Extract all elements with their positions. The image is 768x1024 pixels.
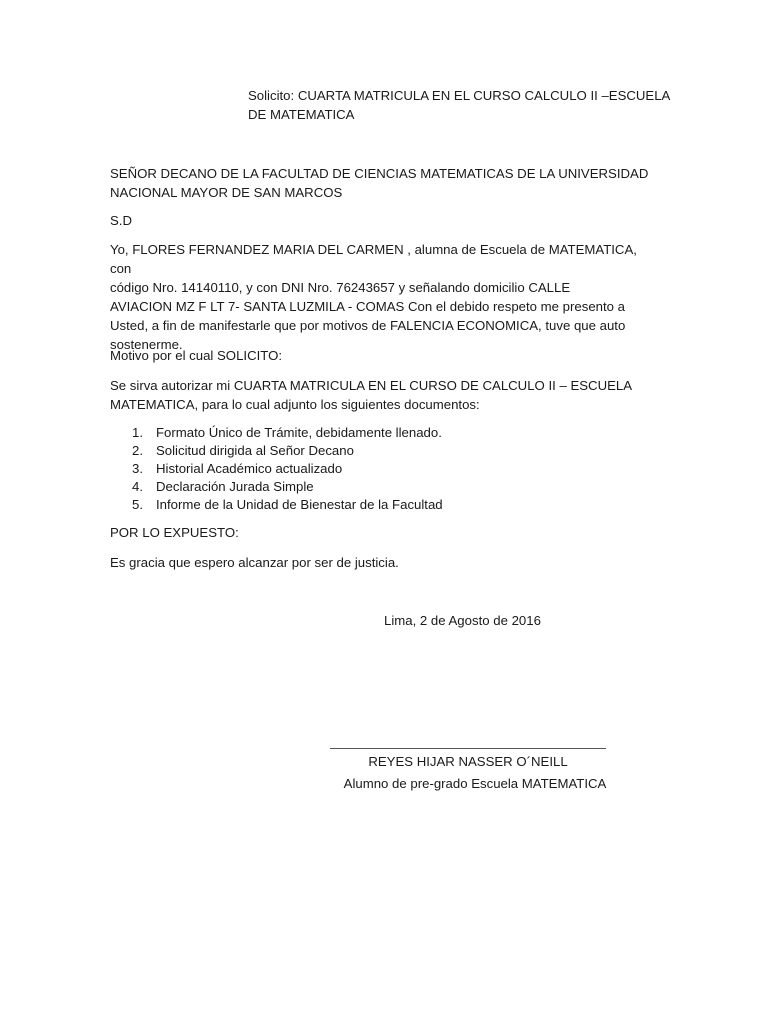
intro-line-4: Usted, a fin de manifestarle que por motivos de FALENCIA ECONOMICA, tuve que auto (110, 318, 626, 333)
list-item-number: 4. (132, 479, 143, 494)
closing-text: Es gracia que espero alcanzar por ser de justicia. (110, 555, 399, 570)
addressee-line-2: NACIONAL MAYOR DE SAN MARCOS (110, 185, 343, 200)
intro-line-2: código Nro. 14140110, y con DNI Nro. 76243657 y señalando domicilio CALLE (110, 280, 571, 295)
intro-line-3: AVIACION MZ F LT 7- SANTA LUZMILA - COMAS Con el debido respeto me presento a (110, 299, 625, 314)
closing-heading: POR LO EXPUESTO: (110, 525, 239, 540)
intro-line-5: sostenerme. (110, 337, 183, 352)
documents-list (110, 424, 630, 514)
list-item-text: Formato Único de Trámite, debidamente llenado. (156, 425, 442, 440)
intro-paragraph (110, 240, 650, 354)
date-line: Lima, 2 de Agosto de 2016 (384, 613, 541, 628)
subject-line-1: Solicito: CUARTA MATRICULA EN EL CURSO CALCULO II –ESCUELA (248, 88, 671, 103)
addressee-block (110, 164, 670, 202)
salutation: S.D (110, 213, 132, 228)
list-item-text: Informe de la Unidad de Bienestar de la Facultad (156, 497, 443, 512)
signature-name: REYES HIJAR NASSER O´NEILL (368, 754, 568, 769)
subject-line-2: DE MATEMATICA (248, 107, 355, 122)
request-line-1: Se sirva autorizar mi CUARTA MATRICULA EN EL CURSO DE CALCULO II – ESCUELA (110, 378, 633, 393)
list-item-number: 1. (132, 425, 143, 440)
list-item (110, 442, 630, 460)
request-paragraph (110, 376, 650, 414)
motive-heading: Motivo por el cual SOLICITO: (110, 348, 282, 363)
list-item (110, 478, 630, 496)
intro-line-1: Yo, FLORES FERNANDEZ MARIA DEL CARMEN , alumna de Escuela de MATEMATICA, con (110, 242, 637, 276)
list-item-text: Solicitud dirigida al Señor Decano (156, 443, 354, 458)
subject-block (248, 86, 678, 124)
list-item-text: Historial Académico actualizado (156, 461, 343, 476)
list-item (110, 424, 630, 442)
request-line-2: MATEMATICA, para lo cual adjunto los siguientes documentos: (110, 397, 480, 412)
list-item-number: 2. (132, 443, 143, 458)
list-item (110, 460, 630, 478)
list-item-number: 5. (132, 497, 143, 512)
list-item-text: Declaración Jurada Simple (156, 479, 314, 494)
addressee-line-1: SEÑOR DECANO DE LA FACULTAD DE CIENCIAS MATEMATICAS DE LA UNIVERSIDAD (110, 166, 649, 181)
list-item (110, 496, 630, 514)
list-item-number: 3. (132, 461, 143, 476)
signature-line (330, 748, 606, 749)
signature-role: Alumno de pre-grado Escuela MATEMATICA (343, 776, 607, 791)
